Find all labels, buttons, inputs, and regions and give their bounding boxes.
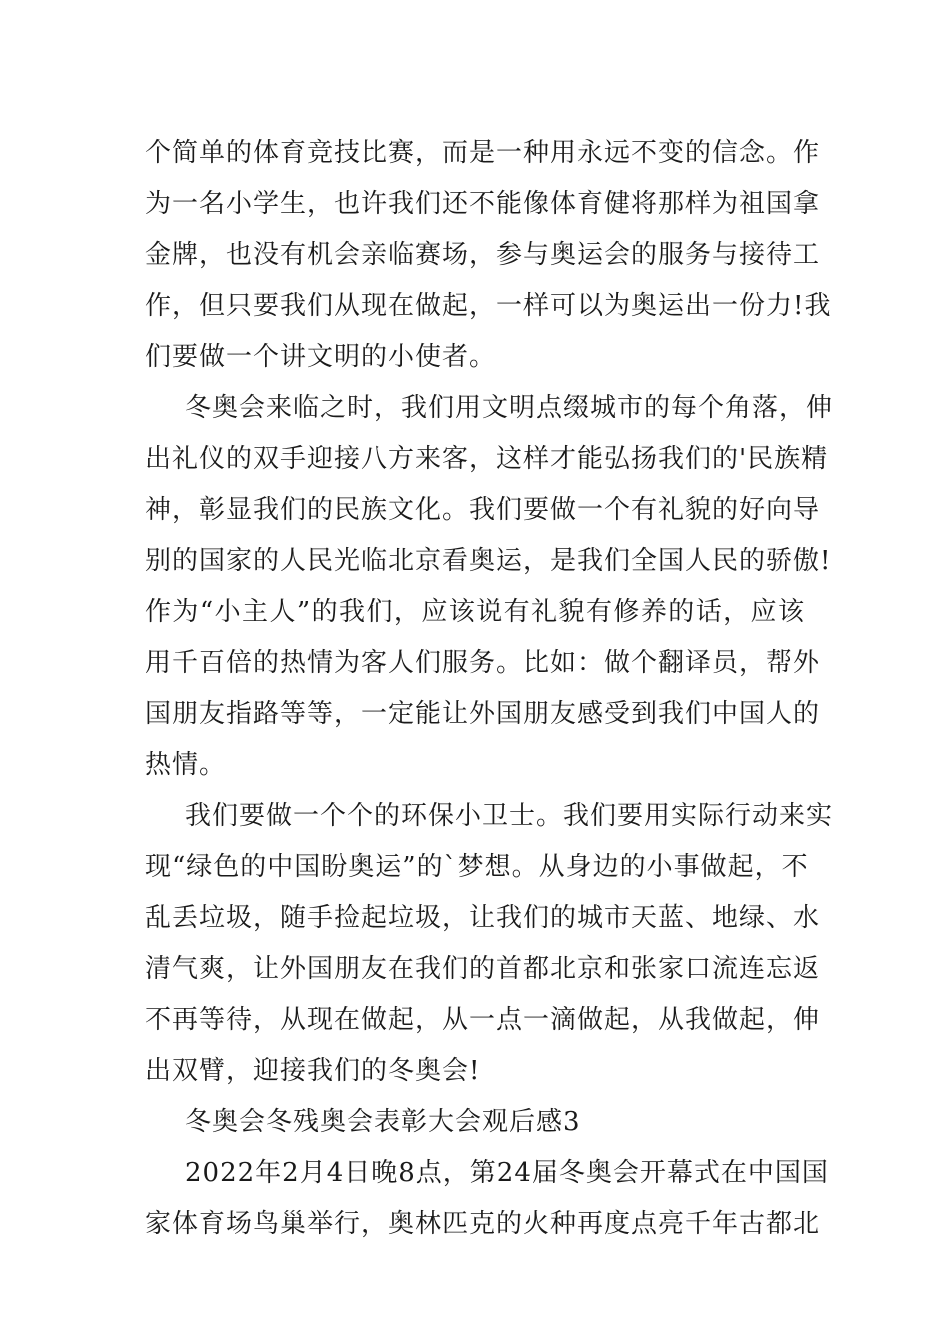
text-line: 我们要做一个个的环保小卫士。我们要用实际行动来实 — [185, 801, 834, 831]
section-heading: 冬奥会冬残奥会表彰大会观后感3 — [185, 1107, 581, 1137]
text-line: 清气爽，让外国朋友在我们的首都北京和张家口流连忘返 — [145, 954, 821, 984]
text-line: 现“绿色的中国盼奥运”的`梦想。从身边的小事做起，不 — [145, 852, 809, 882]
document-body — [145, 128, 834, 1250]
text-line: 用千百倍的热情为客人们服务。比如：做个翻译员，帮外 — [145, 648, 821, 678]
text-line: 们要做一个讲文明的小使者。 — [145, 342, 497, 372]
text-line: 热情。 — [145, 750, 227, 780]
text-line: 金牌，也没有机会亲临赛场，参与奥运会的服务与接待工 — [145, 240, 821, 270]
text-line: 出礼仪的双手迎接八方来客，这样才能弘扬我们的'民族精 — [145, 444, 829, 474]
text-line: 作为“小主人”的我们，应该说有礼貌有修养的话，应该 — [145, 597, 805, 627]
text-line: 为一名小学生，也许我们还不能像体育健将那样为祖国拿 — [145, 189, 821, 219]
text-line: 乱丢垃圾，随手捡起垃圾，让我们的城市天蓝、地绿、水 — [145, 903, 821, 933]
text-line: 家体育场鸟巢举行，奥林匹克的火种再度点亮千年古都北 — [145, 1209, 821, 1239]
text-line: 冬奥会来临之时，我们用文明点缀城市的每个角落，伸 — [185, 393, 834, 423]
text-line: 神，彰显我们的民族文化。我们要做一个有礼貌的好向导 — [145, 495, 821, 525]
text-line: 不再等待，从现在做起，从一点一滴做起，从我做起，伸 — [145, 1005, 821, 1035]
text-line: 2022年2月4日晚8点，第24届冬奥会开幕式在中国国 — [185, 1158, 829, 1188]
text-line: 别的国家的人民光临北京看奥运，是我们全国人民的骄傲! — [145, 546, 832, 576]
text-line: 个简单的体育竞技比赛，而是一种用永远不变的信念。作 — [145, 138, 821, 168]
text-line: 国朋友指路等等，一定能让外国朋友感受到我们中国人的 — [145, 699, 821, 729]
text-line: 作，但只要我们从现在做起，一样可以为奥运出一份力!我 — [145, 291, 832, 321]
text-line: 出双臂，迎接我们的冬奥会! — [145, 1056, 481, 1086]
